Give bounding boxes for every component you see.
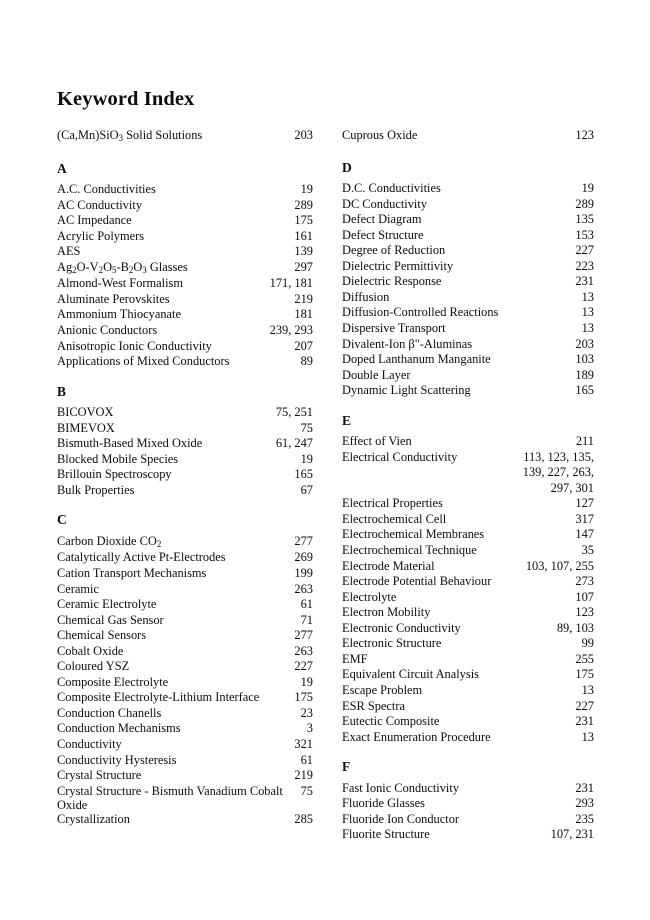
index-entry-term: Applications of Mixed Conductors — [57, 354, 230, 369]
index-entry-pages: 153 — [575, 227, 594, 242]
index-entry — [342, 683, 594, 699]
section-letter-f: F — [342, 759, 351, 775]
index-entry-pages: 127 — [575, 496, 594, 511]
index-entry — [57, 566, 313, 582]
section-letter-e: E — [342, 412, 352, 428]
index-entry — [342, 652, 594, 668]
index-entry-term: Fluoride Glasses — [342, 796, 425, 811]
index-entry — [342, 274, 594, 290]
index-entry-term: Dispersive Transport — [342, 320, 446, 335]
index-entry-term: Conduction Chanells — [57, 705, 162, 720]
index-entry — [57, 354, 313, 370]
index-entry-term: Cation Transport Mechanisms — [57, 565, 207, 580]
index-entry-pages: 293 — [575, 796, 594, 811]
index-entry-pages: 219 — [294, 291, 313, 306]
index-entry-pages: 75 — [300, 783, 313, 798]
index-entry — [342, 796, 594, 812]
index-entry-pages: 123 — [575, 605, 594, 620]
index-entry-term: Conductivity — [57, 737, 122, 751]
index-entry — [342, 527, 594, 543]
index-entry-term: EMF — [342, 651, 368, 666]
index-entry-pages: 231 — [575, 780, 594, 795]
index-entry-pages: 123 — [575, 128, 594, 142]
index-entry-pages: 135 — [575, 212, 594, 227]
index-entry-pages: 3 — [306, 721, 313, 736]
index-entry — [342, 730, 594, 746]
index-entry — [342, 128, 594, 144]
index-entry-pages: 285 — [294, 811, 313, 826]
index-entry-term: Almond-West Formalism — [57, 276, 183, 291]
index-entry-pages: 165 — [575, 383, 594, 398]
index-entry-pages: 139 — [294, 244, 313, 259]
index-entry — [342, 496, 594, 512]
index-entry-term: ESR Spectra — [342, 698, 405, 713]
index-entry — [342, 812, 594, 828]
index-column-right — [342, 128, 594, 843]
index-entry-term: Electrolyte — [342, 589, 397, 604]
index-entry — [57, 182, 313, 198]
index-entry-pages: 89, 103 — [556, 620, 594, 635]
index-entry-term: Chemical Gas Sensor — [57, 612, 164, 627]
index-entry-term: Divalent-Ion β"-Aluminas — [342, 336, 473, 351]
index-entry-term: Crystal Structure - Bismuth Vanadium Cobalt Oxide — [57, 783, 283, 812]
index-entry-term: Equivalent Circuit Analysis — [342, 667, 479, 682]
index-entry — [57, 405, 313, 421]
index-entry-term: Catalytically Active Pt-Electrodes — [57, 550, 226, 565]
index-entry — [342, 621, 594, 637]
index-entry-pages: 277 — [294, 533, 313, 548]
index-entry-pages: 227 — [575, 698, 594, 713]
index-entry — [342, 605, 594, 621]
index-entry-term: (Ca,Mn)SiO$_3$ Solid Solutions — [57, 128, 203, 144]
index-entry — [342, 352, 594, 368]
index-entry-pages: 23 — [300, 705, 313, 720]
index-entry-pages: 75 — [300, 420, 313, 435]
index-entry-term: Conduction Mechanisms — [57, 721, 181, 736]
index-entry-pages: 269 — [294, 550, 313, 565]
index-entry-pages: 19 — [581, 181, 594, 196]
section-letter-a: A — [57, 160, 67, 176]
index-entry-pages: 13 — [581, 682, 594, 697]
index-entry-term: Cobalt Oxide — [57, 643, 124, 658]
index-entry-term: Acrylic Polymers — [57, 228, 145, 243]
index-entry — [342, 197, 594, 213]
index-entry-term: Dielectric Response — [342, 274, 442, 289]
index-entry-pages: 165 — [294, 467, 313, 482]
index-entry-pages: 203 — [294, 128, 313, 142]
index-entry — [57, 483, 313, 499]
index-entry-term: Electrical Properties — [342, 496, 443, 511]
index-entry — [57, 339, 313, 355]
index-entry — [342, 543, 594, 559]
index-entry — [57, 534, 313, 551]
index-entry — [57, 753, 313, 769]
index-entry-term: Anisotropic Ionic Conductivity — [57, 338, 212, 353]
index-entry-term: Conductivity Hysteresis — [57, 752, 177, 767]
index-entry — [57, 659, 313, 675]
index-entry-pages: 231 — [575, 274, 594, 289]
index-entry — [342, 305, 594, 321]
index-entry-pages: 13 — [581, 305, 594, 320]
index-entry — [57, 706, 313, 722]
index-entry-pages: 263 — [294, 643, 313, 658]
index-entry-pages: 61 — [300, 597, 313, 612]
index-entry-pages: 227 — [575, 243, 594, 258]
index-entry-pages: 175 — [294, 690, 313, 705]
index-entry-term: Electronic Structure — [342, 636, 442, 651]
index-entry — [342, 243, 594, 259]
index-entry-pages: 231 — [575, 714, 594, 729]
index-entry-pages: 175 — [294, 213, 313, 228]
index-entry-pages: 75, 251 — [275, 405, 313, 420]
index-entry — [57, 213, 313, 229]
index-entry-pages: 297 — [294, 259, 313, 274]
index-entry — [342, 321, 594, 337]
index-entry — [342, 259, 594, 275]
index-entry-pages: 161 — [294, 228, 313, 243]
index-entry-pages: 321 — [294, 737, 313, 751]
index-entry — [342, 827, 594, 843]
index-entry-pages: 203 — [575, 336, 594, 351]
index-entry-term: Double Layer — [342, 367, 411, 382]
index-entry-pages: 13 — [581, 320, 594, 335]
index-entry — [342, 590, 594, 606]
index-entry-term: Degree of Reduction — [342, 243, 446, 258]
index-entry-pages: 263 — [294, 581, 313, 596]
index-entry-pages: 211 — [575, 434, 594, 449]
index-entry-term: Ammonium Thiocyanate — [57, 307, 181, 322]
index-entry — [342, 212, 594, 228]
index-entry-term: Effect of Vien — [342, 434, 412, 449]
index-entry-term: AC Impedance — [57, 213, 132, 228]
index-entry-term: Electron Mobility — [342, 605, 431, 620]
index-entry — [57, 768, 313, 784]
section-letter-b: B — [57, 383, 67, 399]
index-entry-pages: 113, 123, 135, 139, 227, 263, 297, 301 — [522, 449, 594, 495]
index-entry — [57, 292, 313, 308]
index-entry-term: Fluoride Ion Conductor — [342, 811, 460, 826]
section-letter-c: C — [57, 512, 67, 528]
index-entry-pages: 207 — [294, 338, 313, 353]
index-entry — [57, 467, 313, 483]
index-entry — [57, 613, 313, 629]
index-entry-pages: 181 — [294, 307, 313, 322]
index-column-left — [57, 128, 313, 827]
index-entry — [57, 597, 313, 613]
index-entry-term: Crystal Structure — [57, 768, 142, 783]
index-entry-pages: 219 — [294, 768, 313, 783]
index-entry-pages: 99 — [581, 636, 594, 651]
index-entry-term: Ceramic Electrolyte — [57, 597, 157, 612]
index-entry-term: Electrical Conductivity — [342, 449, 458, 464]
index-entry-term: Escape Problem — [342, 682, 423, 697]
index-entry-term: Eutectic Composite — [342, 714, 440, 729]
index-entry-term: Composite Electrolyte — [57, 674, 169, 689]
index-entry-term: Electrode Potential Behaviour — [342, 574, 492, 589]
index-entry-term: Crystallization — [57, 811, 130, 826]
index-entry — [342, 781, 594, 797]
index-entry — [342, 228, 594, 244]
index-entry — [342, 368, 594, 384]
index-entry — [57, 198, 313, 214]
index-entry — [342, 559, 594, 575]
index-entry-term: Coloured YSZ — [57, 659, 130, 674]
index-entry-pages: 19 — [300, 182, 313, 197]
index-entry-term: AC Conductivity — [57, 197, 143, 212]
index-entry-term: Electronic Conductivity — [342, 620, 461, 635]
index-entry — [342, 181, 594, 197]
index-entry-term: Anionic Conductors — [57, 322, 158, 337]
index-entry-term: Brillouin Spectroscopy — [57, 467, 172, 482]
index-entry-term: Diffusion — [342, 289, 390, 304]
index-entry — [342, 434, 594, 450]
index-entry-pages: 199 — [294, 565, 313, 580]
index-entry-term: Defect Diagram — [342, 212, 422, 227]
index-entry-term: DC Conductivity — [342, 196, 428, 211]
index-entry-term: AES — [57, 244, 81, 259]
index-entry-pages: 289 — [294, 197, 313, 212]
index-entry-pages: 13 — [581, 289, 594, 304]
index-entry-pages: 223 — [575, 258, 594, 273]
index-entry-term: Dielectric Permittivity — [342, 258, 454, 273]
index-entry-pages: 19 — [300, 674, 313, 689]
index-entry-pages: 235 — [575, 811, 594, 826]
index-entry-term: Defect Structure — [342, 227, 424, 242]
index-entry-pages: 67 — [300, 482, 313, 497]
index-entry — [342, 512, 594, 528]
index-entry — [57, 812, 313, 828]
index-entry-pages: 107, 231 — [550, 827, 594, 842]
index-entry-term: Chemical Sensors — [57, 628, 147, 643]
index-entry-pages: 255 — [575, 651, 594, 666]
index-entry-term: Electrochemical Membranes — [342, 527, 485, 542]
index-entry-term: Fluorite Structure — [342, 827, 430, 842]
index-entry-term: Exact Enumeration Procedure — [342, 729, 491, 744]
index-entry — [57, 582, 313, 598]
index-entry-pages: 147 — [575, 527, 594, 542]
index-entry-pages: 277 — [294, 628, 313, 643]
index-entry-pages: 289 — [575, 196, 594, 211]
index-entry — [342, 636, 594, 652]
index-entry — [342, 574, 594, 590]
index-entry-term: Composite Electrolyte-Lithium Interface — [57, 690, 260, 705]
index-entry — [342, 667, 594, 683]
index-entry-pages: 317 — [575, 511, 594, 526]
index-entry — [57, 644, 313, 660]
index-entry-term: BICOVOX — [57, 405, 114, 420]
index-entry-term: Aluminate Perovskites — [57, 291, 170, 306]
index-entry-pages: 175 — [575, 667, 594, 682]
index-entry — [57, 128, 313, 145]
index-entry — [342, 383, 594, 399]
index-entry-pages: 61, 247 — [275, 436, 313, 451]
index-entry-pages: 273 — [575, 574, 594, 589]
index-entry-pages: 107 — [575, 589, 594, 604]
index-entry — [57, 244, 313, 260]
index-entry — [342, 450, 594, 497]
index-entry — [342, 714, 594, 730]
index-entry-term: Fast Ionic Conductivity — [342, 780, 460, 795]
index-entry-term: A.C. Conductivities — [57, 182, 156, 197]
index-entry-term: Electrode Material — [342, 558, 435, 573]
index-entry-pages: 35 — [581, 543, 594, 558]
index-entry — [342, 699, 594, 715]
index-entry — [57, 323, 313, 339]
index-entry — [57, 737, 313, 753]
index-entry-term: Doped Lanthanum Manganite — [342, 352, 491, 367]
index-entry — [57, 260, 313, 277]
index-entry-term: Dynamic Light Scattering — [342, 383, 471, 398]
index-entry — [57, 307, 313, 323]
index-entry — [57, 721, 313, 737]
index-entry-pages: 89 — [300, 354, 313, 369]
index-entry-pages: 19 — [300, 451, 313, 466]
index-entry-term: Diffusion-Controlled Reactions — [342, 305, 499, 320]
index-entry-term: Ceramic — [57, 581, 99, 596]
index-entry-term: BIMEVOX — [57, 420, 115, 435]
index-entry-term: Cuprous Oxide — [342, 128, 418, 142]
index-entry-pages: 61 — [300, 752, 313, 767]
index-entry-term: $Ag_2O-V_2O_5-B_2O_3$ Glasses — [57, 259, 188, 275]
index-entry-pages: 13 — [581, 729, 594, 744]
section-letter-d: D — [342, 159, 352, 175]
page-title: Keyword Index — [57, 87, 195, 110]
index-entry-pages: 239, 293 — [269, 322, 313, 337]
index-entry-pages: 103, 107, 255 — [525, 558, 594, 573]
index-entry-term: Electrochemical Technique — [342, 543, 477, 558]
index-entry — [342, 290, 594, 306]
index-entry — [57, 690, 313, 706]
index-entry-pages: 227 — [294, 659, 313, 674]
index-entry — [57, 628, 313, 644]
index-entry-pages: 171, 181 — [269, 276, 313, 291]
index-entry-term: Bismuth-Based Mixed Oxide — [57, 436, 203, 451]
index-entry-term: Carbon Dioxide $CO_2$ — [57, 533, 162, 550]
index-entry-term: Blocked Mobile Species — [57, 451, 179, 466]
index-entry — [57, 675, 313, 691]
index-entry — [57, 276, 313, 292]
index-entry — [57, 550, 313, 566]
index-entry — [57, 436, 313, 452]
index-entry-pages: 71 — [300, 612, 313, 627]
index-entry — [57, 421, 313, 437]
index-entry-term: Electrochemical Cell — [342, 511, 447, 526]
index-entry-pages: 189 — [575, 367, 594, 382]
index-entry-term: D.C. Conductivities — [342, 181, 441, 196]
index-entry — [57, 452, 313, 468]
index-entry — [57, 229, 313, 245]
index-entry — [342, 337, 594, 353]
index-entry-term: Bulk Properties — [57, 482, 135, 497]
index-entry — [57, 784, 313, 812]
index-entry-pages: 103 — [575, 352, 594, 367]
